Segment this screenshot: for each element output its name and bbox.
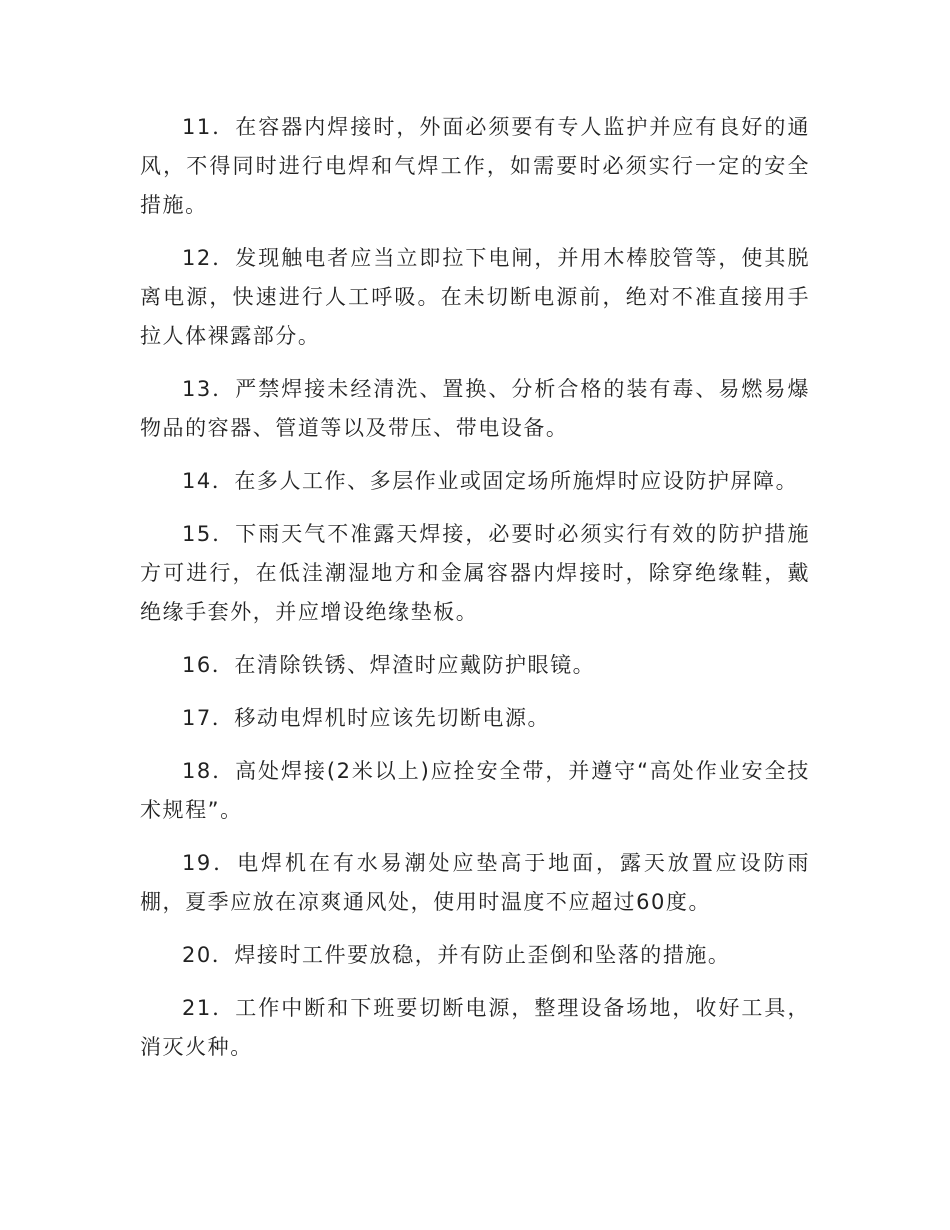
document-body	[140, 108, 810, 1067]
paragraph-gap	[140, 356, 810, 370]
paragraph-gap	[140, 632, 810, 646]
paragraph-11: 11．在容器内焊接时，外面必须要有专人监护并应有良好的通风，不得同时进行电焊和气焊工作，如需要时必须实行一定的安全措施。	[140, 115, 810, 217]
paragraph-gap	[140, 975, 810, 989]
paragraph-gap	[140, 225, 810, 239]
paragraph-gap	[140, 922, 810, 936]
paragraph-gap	[140, 448, 810, 462]
paragraph-gap	[140, 830, 810, 844]
paragraph-18: 18．高处焊接(2米以上)应拴安全带，并遵守“高处作业安全技术规程”。	[140, 759, 810, 822]
paragraph-gap	[140, 738, 810, 752]
paragraph-19: 19．电焊机在有水易潮处应垫高于地面，露天放置应设防雨棚，夏季应放在凉爽通风处，使用时温度不应超过60度。	[140, 851, 810, 914]
paragraph-gap	[140, 685, 810, 699]
paragraph-16: 16．在清除铁锈、焊渣时应戴防护眼镜。	[182, 653, 596, 677]
paragraph-21: 21．工作中断和下班要切断电源，整理设备场地，收好工具，消灭火种。	[140, 996, 810, 1059]
paragraph-12: 12．发现触电者应当立即拉下电闸，并用木棒胶管等，使其脱离电源，快速进行人工呼吸。在未切断电源前，绝对不准直接用手拉人体裸露部分。	[140, 246, 810, 348]
paragraph-17: 17．移动电焊机时应该先切断电源。	[182, 706, 551, 730]
paragraph-14: 14．在多人工作、多层作业或固定场所施焊时应设防护屏障。	[182, 469, 799, 493]
paragraph-gap	[140, 501, 810, 515]
paragraph-13: 13．严禁焊接未经清洗、置换、分析合格的装有毒、易燃易爆物品的容器、管道等以及带压、带电设备。	[140, 377, 810, 440]
paragraph-15: 15．下雨天气不准露天焊接，必要时必须实行有效的防护措施方可进行，在低洼潮湿地方和金属容器内焊接时，除穿绝缘鞋，戴绝缘手套外，并应增设绝缘垫板。	[140, 522, 810, 624]
paragraph-20: 20．焊接时工件要放稳，并有防止歪倒和坠落的措施。	[182, 943, 731, 967]
